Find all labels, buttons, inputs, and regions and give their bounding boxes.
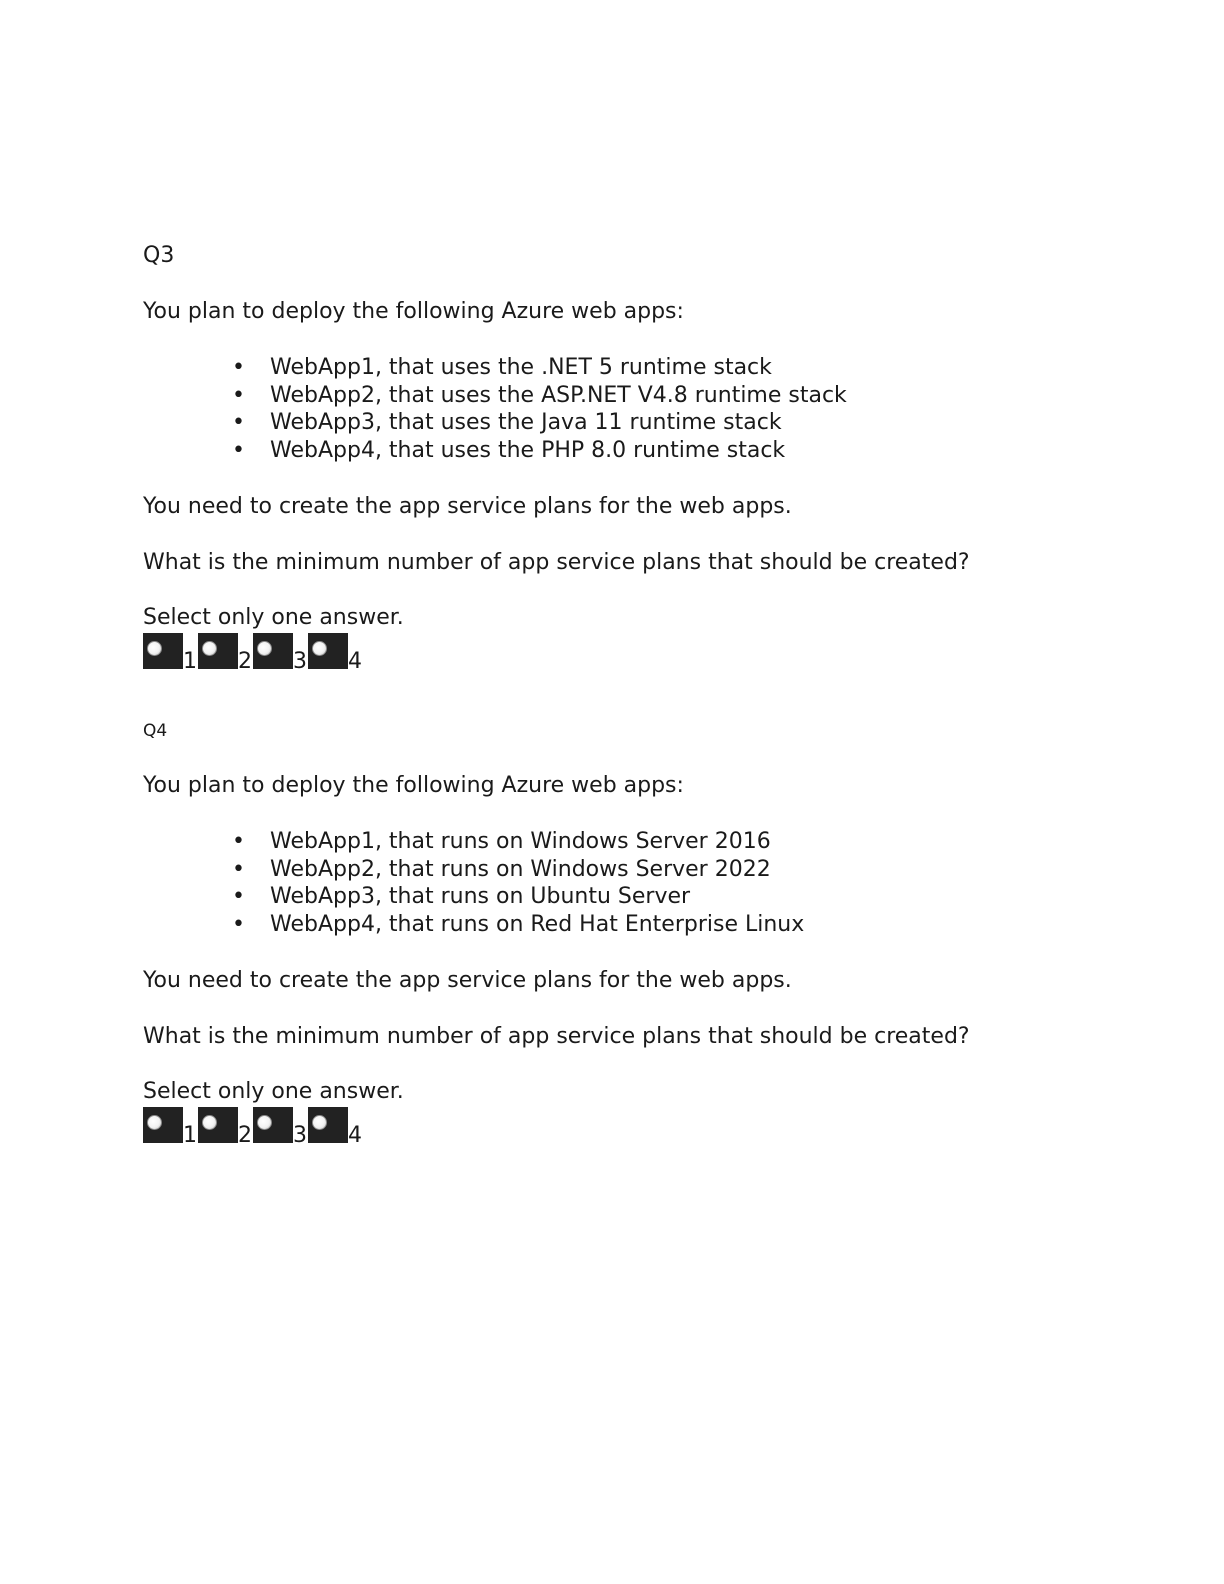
- list-item-text: WebApp4, that runs on Red Hat Enterprise Linux: [270, 912, 805, 938]
- list-item: [143, 828, 1103, 856]
- question-label: Q4: [143, 721, 168, 741]
- answer-options: [143, 1105, 1103, 1148]
- option-label: 1: [183, 1122, 197, 1148]
- list-item-text: WebApp3, that runs on Ubuntu Server: [270, 884, 691, 910]
- list-item-text: WebApp2, that uses the ASP.NET V4.8 runtime stack: [270, 382, 847, 408]
- list-item: [143, 883, 1103, 911]
- radio-button[interactable]: [308, 633, 348, 669]
- list-item: [143, 856, 1103, 884]
- list-item-text: WebApp4, that uses the PHP 8.0 runtime stack: [270, 438, 786, 464]
- option-label: 3: [293, 1122, 307, 1148]
- radio-button[interactable]: [308, 1107, 348, 1143]
- answer-instruction: Select only one answer.: [143, 604, 404, 630]
- answer-options: [143, 631, 1103, 674]
- bullet-icon: •: [232, 884, 245, 910]
- bullet-icon: •: [232, 355, 245, 380]
- question-prompt: What is the minimum number of app service plans that should be created?: [143, 1023, 970, 1049]
- radio-button[interactable]: [143, 1107, 183, 1143]
- option-label: 4: [348, 1122, 362, 1148]
- bullet-icon: •: [232, 856, 245, 882]
- list-item-text: WebApp1, that runs on Windows Server 2016: [270, 829, 771, 854]
- question-prompt: What is the minimum number of app service plans that should be created?: [143, 549, 970, 575]
- radio-circle-icon: [202, 641, 217, 656]
- list-item-text: WebApp2, that runs on Windows Server 2022: [270, 856, 771, 882]
- radio-button[interactable]: [198, 633, 238, 669]
- option-label: 3: [293, 648, 307, 674]
- list-item-text: WebApp3, that uses the Java 11 runtime stack: [270, 410, 782, 436]
- list-item: [143, 382, 1103, 410]
- radio-circle-icon: [257, 1115, 272, 1130]
- list-item: [143, 354, 1103, 382]
- bullet-icon: •: [232, 829, 245, 854]
- bullet-icon: •: [232, 382, 245, 408]
- question-task: You need to create the app service plans for the web apps.: [143, 493, 792, 519]
- answer-option-1[interactable]: [143, 633, 198, 674]
- radio-circle-icon: [147, 1115, 162, 1130]
- answer-option-2[interactable]: [198, 633, 253, 674]
- list-item-text: WebApp1, that uses the .NET 5 runtime stack: [270, 355, 772, 380]
- answer-option-2[interactable]: [198, 1107, 253, 1148]
- list-item: [143, 911, 1103, 939]
- list-item: [143, 409, 1103, 437]
- question-intro: You plan to deploy the following Azure web apps:: [143, 773, 684, 798]
- radio-button[interactable]: [253, 1107, 293, 1143]
- answer-option-1[interactable]: [143, 1107, 198, 1148]
- answer-instruction: Select only one answer.: [143, 1078, 404, 1104]
- answer-option-4[interactable]: [308, 633, 363, 674]
- question-label: Q3: [143, 243, 175, 268]
- radio-circle-icon: [147, 641, 162, 656]
- question-task: You need to create the app service plans for the web apps.: [143, 967, 792, 993]
- web-app-list: [143, 828, 1103, 939]
- bullet-icon: •: [232, 410, 245, 436]
- answer-option-4[interactable]: [308, 1107, 363, 1148]
- option-label: 2: [238, 648, 252, 674]
- radio-button[interactable]: [253, 633, 293, 669]
- question-intro: You plan to deploy the following Azure web apps:: [143, 299, 684, 324]
- option-label: 4: [348, 648, 362, 674]
- option-label: 2: [238, 1122, 252, 1148]
- answer-option-3[interactable]: [253, 1107, 308, 1148]
- radio-button[interactable]: [198, 1107, 238, 1143]
- list-item: [143, 437, 1103, 465]
- bullet-icon: •: [232, 912, 245, 938]
- option-label: 1: [183, 648, 197, 674]
- web-app-list: [143, 354, 1103, 465]
- radio-circle-icon: [257, 641, 272, 656]
- radio-circle-icon: [312, 641, 327, 656]
- radio-circle-icon: [312, 1115, 327, 1130]
- question-q4: [143, 717, 1103, 1148]
- bullet-icon: •: [232, 438, 245, 464]
- radio-circle-icon: [202, 1115, 217, 1130]
- question-q3: [143, 241, 1103, 674]
- radio-button[interactable]: [143, 633, 183, 669]
- answer-option-3[interactable]: [253, 633, 308, 674]
